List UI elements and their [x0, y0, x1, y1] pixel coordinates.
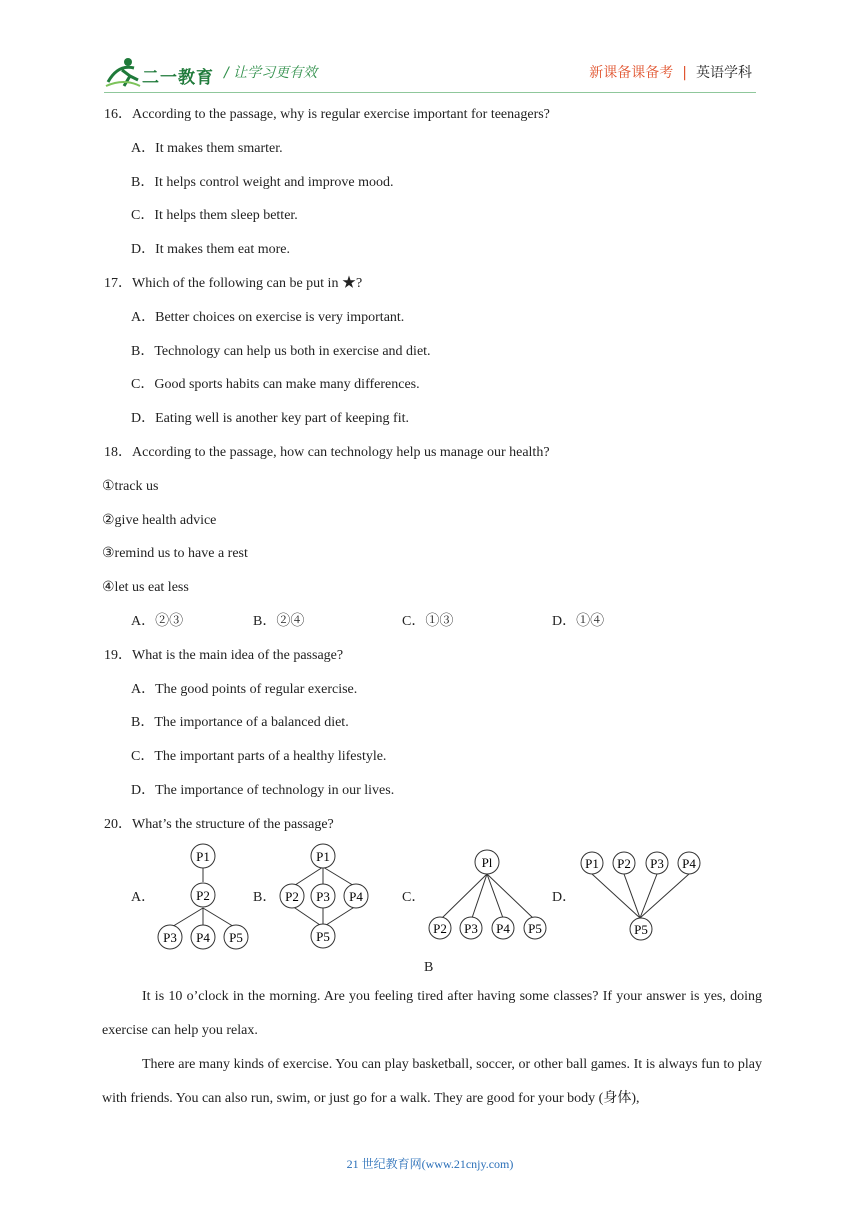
page-footer: 21 世纪教育网(www.21cnjy.com)	[346, 1157, 514, 1171]
question-19-option-d: D．The importance of technology in our lives.	[131, 783, 395, 798]
diagram-a-node-4: P4	[196, 930, 210, 945]
header-course: 新课备课备考	[589, 65, 674, 81]
question-17-stem: 17．Which of the following can be put in ★?	[104, 276, 363, 291]
question-17-option-c: C．Good sports habits can make many differences.	[131, 377, 420, 392]
diagram-d-node-3: P3	[650, 856, 664, 871]
question-18-stem: 18．According to the passage, how can technology help us manage our health?	[104, 445, 550, 460]
structure-diagram-c	[420, 840, 555, 950]
diagram-c-node-4: P4	[496, 921, 510, 936]
diagram-c-node-1: Pl	[481, 855, 493, 870]
header-subject-label: 英语学科	[696, 65, 752, 81]
question-19-option-b: B．The importance of a balanced diet.	[131, 715, 349, 730]
section-label: B	[424, 960, 434, 975]
structure-diagram-a	[150, 840, 260, 955]
brand-name: 二一教育	[142, 68, 214, 88]
structure-diagram-b	[272, 840, 382, 955]
question-16-stem: 16．According to the passage, why is regular exercise important for teenagers?	[104, 107, 550, 122]
diagram-a-node-3: P3	[163, 930, 177, 945]
question-18-option-a: A．②③	[131, 614, 184, 629]
diagram-b-node-5: P5	[316, 929, 330, 944]
diagram-b-node-1: P1	[316, 849, 330, 864]
question-18-item-1: ①track us	[102, 479, 159, 494]
passage-paragraph-1: It is 10 o’clock in the morning. Are you feeling tired after having some classes? If your answer is yes, doing exercise can help you relax.	[102, 989, 762, 1038]
slogan: / 让学习更有效	[224, 65, 318, 81]
question-17-option-a: A．Better choices on exercise is very important.	[131, 310, 405, 325]
diagram-c-node-5: P5	[528, 921, 542, 936]
question-20-option-d-label: D．	[552, 890, 577, 905]
question-20-option-a-label: A．	[131, 890, 156, 905]
question-17-option-d: D．Eating well is another key part of keeping fit.	[131, 411, 409, 426]
question-19-stem: 19．What is the main idea of the passage?	[104, 648, 344, 663]
header-subject	[589, 62, 752, 82]
question-18-option-b: B．②④	[253, 614, 305, 629]
diagram-d-node-4: P4	[682, 856, 696, 871]
diagram-a-node-2: P2	[196, 888, 210, 903]
passage-paragraph-2: There are many kinds of exercise. You can play basketball, soccer, or other ball games. It is always fun to play with friends. You can also run, swim, or just go for a walk. They are good for your body (身体),	[102, 1057, 762, 1106]
diagram-b-node-4: P4	[349, 889, 363, 904]
question-18-option-c: C．①③	[402, 614, 454, 629]
question-18-item-3: ③remind us to have a rest	[102, 546, 248, 561]
question-16-option-c: C．It helps them sleep better.	[131, 208, 298, 223]
diagram-d-node-2: P2	[617, 856, 631, 871]
question-16-option-d: D．It makes them eat more.	[131, 242, 291, 257]
page-header	[0, 0, 860, 100]
question-19-option-a: A．The good points of regular exercise.	[131, 682, 358, 697]
diagram-d-node-1: P1	[585, 856, 599, 871]
diagram-b-node-3: P3	[316, 889, 330, 904]
diagram-a-node-1: P1	[196, 849, 210, 864]
diagram-a-node-5: P5	[229, 930, 243, 945]
question-18-item-4: ④let us eat less	[102, 580, 189, 595]
header-divider	[104, 92, 756, 93]
question-20-option-b-label: B．	[253, 890, 277, 905]
question-18-option-d: D．①④	[552, 614, 605, 629]
question-16-option-a: A．It makes them smarter.	[131, 141, 283, 156]
question-19-option-c: C．The important parts of a healthy lifestyle.	[131, 749, 387, 764]
header-separator: |	[682, 65, 687, 81]
question-20-stem: 20．What’s the structure of the passage?	[104, 817, 334, 832]
question-16-option-b: B．It helps control weight and improve mood.	[131, 175, 394, 190]
diagram-c-node-2: P2	[433, 921, 447, 936]
diagram-b-node-2: P2	[285, 889, 299, 904]
question-20-option-c-label: C．	[402, 890, 426, 905]
structure-diagram-d	[570, 840, 710, 950]
diagram-c-node-3: P3	[464, 921, 478, 936]
question-17-option-b: B．Technology can help us both in exercise and diet.	[131, 344, 431, 359]
diagram-d-node-5: P5	[634, 922, 648, 937]
question-18-item-2: ②give health advice	[102, 513, 217, 528]
